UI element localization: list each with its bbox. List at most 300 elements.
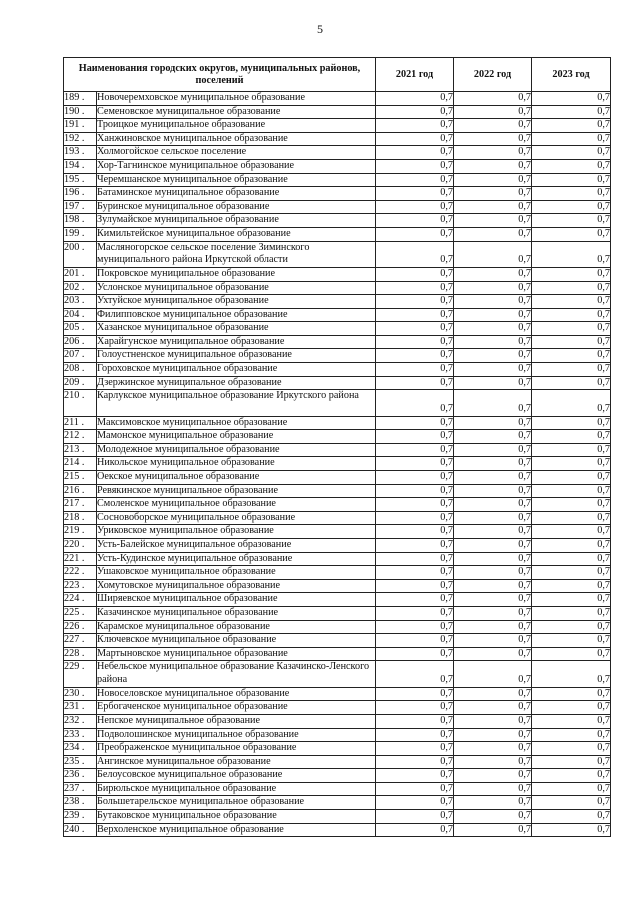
value-2023: 0,7 xyxy=(532,416,611,430)
row-number: 230 . xyxy=(64,687,97,701)
row-name: Хомутовское муниципальное образование xyxy=(97,579,376,593)
value-2022: 0,7 xyxy=(454,728,532,742)
table-row xyxy=(64,416,611,430)
table-row xyxy=(64,227,611,241)
value-2022: 0,7 xyxy=(454,661,532,687)
row-number: 236 . xyxy=(64,769,97,783)
row-number: 200 . xyxy=(64,241,97,267)
row-name: Хазанское муниципальное образование xyxy=(97,322,376,336)
row-number: 205 . xyxy=(64,322,97,336)
value-2023: 0,7 xyxy=(532,714,611,728)
value-2022: 0,7 xyxy=(454,634,532,648)
row-number: 212 . xyxy=(64,430,97,444)
header-2021: 2021 год xyxy=(376,58,454,92)
value-2022: 0,7 xyxy=(454,593,532,607)
row-number: 221 . xyxy=(64,552,97,566)
table-row xyxy=(64,146,611,160)
value-2021: 0,7 xyxy=(376,539,454,553)
row-number: 210 . xyxy=(64,390,97,416)
value-2022: 0,7 xyxy=(454,267,532,281)
row-name: Бутаковское муниципальное образование xyxy=(97,810,376,824)
table-row xyxy=(64,566,611,580)
value-2022: 0,7 xyxy=(454,376,532,390)
table-row xyxy=(64,335,611,349)
table-row xyxy=(64,647,611,661)
row-name: Усть-Балейское муниципальное образование xyxy=(97,539,376,553)
value-2023: 0,7 xyxy=(532,606,611,620)
value-2022: 0,7 xyxy=(454,566,532,580)
table-body xyxy=(64,92,611,837)
value-2023: 0,7 xyxy=(532,823,611,837)
value-2022: 0,7 xyxy=(454,511,532,525)
value-2021: 0,7 xyxy=(376,173,454,187)
row-name: Ушаковское муниципальное образование xyxy=(97,566,376,580)
row-name: Небельское муниципальное образование Казачинско-Ленского района xyxy=(97,661,376,687)
table-row xyxy=(64,119,611,133)
value-2023: 0,7 xyxy=(532,498,611,512)
row-number: 206 . xyxy=(64,335,97,349)
row-name: Ухтуйское муниципальное образование xyxy=(97,295,376,309)
table-row xyxy=(64,511,611,525)
value-2021: 0,7 xyxy=(376,105,454,119)
value-2023: 0,7 xyxy=(532,295,611,309)
row-number: 231 . xyxy=(64,701,97,715)
row-number: 202 . xyxy=(64,281,97,295)
value-2022: 0,7 xyxy=(454,390,532,416)
value-2022: 0,7 xyxy=(454,443,532,457)
value-2022: 0,7 xyxy=(454,471,532,485)
value-2022: 0,7 xyxy=(454,335,532,349)
value-2021: 0,7 xyxy=(376,119,454,133)
table-row xyxy=(64,308,611,322)
row-number: 218 . xyxy=(64,511,97,525)
table-row xyxy=(64,498,611,512)
row-name: Гороховское муниципальное образование xyxy=(97,363,376,377)
value-2023: 0,7 xyxy=(532,634,611,648)
value-2022: 0,7 xyxy=(454,539,532,553)
value-2021: 0,7 xyxy=(376,322,454,336)
table-row xyxy=(64,593,611,607)
row-name: Ербогаченское муниципальное образование xyxy=(97,701,376,715)
row-number: 194 . xyxy=(64,159,97,173)
row-name: Карлукское муниципальное образование Иркутского района xyxy=(97,390,376,416)
row-name: Мартыновское муниципальное образование xyxy=(97,647,376,661)
table-row xyxy=(64,687,611,701)
row-number: 196 . xyxy=(64,187,97,201)
row-name: Непское муниципальное образование xyxy=(97,714,376,728)
row-name: Ширяевское муниципальное образование xyxy=(97,593,376,607)
value-2021: 0,7 xyxy=(376,769,454,783)
value-2023: 0,7 xyxy=(532,159,611,173)
value-2023: 0,7 xyxy=(532,132,611,146)
row-number: 222 . xyxy=(64,566,97,580)
row-number: 198 . xyxy=(64,214,97,228)
row-name: Хор-Тагнинское муниципальное образование xyxy=(97,159,376,173)
row-name: Кимильтейское муниципальное образование xyxy=(97,227,376,241)
value-2023: 0,7 xyxy=(532,322,611,336)
value-2023: 0,7 xyxy=(532,173,611,187)
table-header-row xyxy=(64,58,611,92)
row-name: Ревякинское муниципальное образование xyxy=(97,484,376,498)
row-name: Услонское муниципальное образование xyxy=(97,281,376,295)
value-2021: 0,7 xyxy=(376,376,454,390)
value-2023: 0,7 xyxy=(532,687,611,701)
row-name: Буринское муниципальное образование xyxy=(97,200,376,214)
value-2022: 0,7 xyxy=(454,714,532,728)
row-name: Покровское муниципальное образование xyxy=(97,267,376,281)
value-2023: 0,7 xyxy=(532,92,611,106)
value-2023: 0,7 xyxy=(532,227,611,241)
value-2023: 0,7 xyxy=(532,267,611,281)
allocation-table xyxy=(63,57,611,837)
table-row xyxy=(64,187,611,201)
value-2022: 0,7 xyxy=(454,620,532,634)
value-2022: 0,7 xyxy=(454,687,532,701)
table-row xyxy=(64,714,611,728)
row-name: Верхоленское муниципальное образование xyxy=(97,823,376,837)
row-number: 190 . xyxy=(64,105,97,119)
table-row xyxy=(64,525,611,539)
row-name: Новочеремховское муниципальное образование xyxy=(97,92,376,106)
value-2021: 0,7 xyxy=(376,241,454,267)
value-2022: 0,7 xyxy=(454,105,532,119)
value-2021: 0,7 xyxy=(376,823,454,837)
row-number: 235 . xyxy=(64,755,97,769)
table-row xyxy=(64,484,611,498)
value-2023: 0,7 xyxy=(532,728,611,742)
row-number: 204 . xyxy=(64,308,97,322)
table-row xyxy=(64,267,611,281)
value-2023: 0,7 xyxy=(532,661,611,687)
value-2022: 0,7 xyxy=(454,308,532,322)
value-2021: 0,7 xyxy=(376,146,454,160)
value-2022: 0,7 xyxy=(454,295,532,309)
row-number: 224 . xyxy=(64,593,97,607)
table-row xyxy=(64,430,611,444)
row-number: 213 . xyxy=(64,443,97,457)
header-2023: 2023 год xyxy=(532,58,611,92)
table-row xyxy=(64,755,611,769)
value-2021: 0,7 xyxy=(376,159,454,173)
table-row xyxy=(64,363,611,377)
row-number: 189 . xyxy=(64,92,97,106)
row-name: Максимовское муниципальное образование xyxy=(97,416,376,430)
row-name: Бирюльское муниципальное образование xyxy=(97,782,376,796)
page-number: 5 xyxy=(317,22,323,36)
row-name: Троицкое муниципальное образование xyxy=(97,119,376,133)
value-2021: 0,7 xyxy=(376,810,454,824)
table-row xyxy=(64,823,611,837)
value-2021: 0,7 xyxy=(376,742,454,756)
table-row xyxy=(64,376,611,390)
value-2023: 0,7 xyxy=(532,200,611,214)
table-row xyxy=(64,782,611,796)
row-name: Усть-Кудинское муниципальное образование xyxy=(97,552,376,566)
table-row xyxy=(64,349,611,363)
value-2023: 0,7 xyxy=(532,593,611,607)
value-2021: 0,7 xyxy=(376,416,454,430)
value-2023: 0,7 xyxy=(532,579,611,593)
table-row xyxy=(64,661,611,687)
row-name: Филипповское муниципальное образование xyxy=(97,308,376,322)
table-row xyxy=(64,105,611,119)
row-number: 217 . xyxy=(64,498,97,512)
value-2022: 0,7 xyxy=(454,281,532,295)
table-row xyxy=(64,810,611,824)
table-row xyxy=(64,295,611,309)
value-2022: 0,7 xyxy=(454,214,532,228)
value-2021: 0,7 xyxy=(376,511,454,525)
row-number: 215 . xyxy=(64,471,97,485)
row-name: Мамонское муниципальное образование xyxy=(97,430,376,444)
row-number: 209 . xyxy=(64,376,97,390)
header-2022: 2022 год xyxy=(454,58,532,92)
row-name: Уриковское муниципальное образование xyxy=(97,525,376,539)
value-2021: 0,7 xyxy=(376,552,454,566)
value-2023: 0,7 xyxy=(532,349,611,363)
row-number: 216 . xyxy=(64,484,97,498)
value-2023: 0,7 xyxy=(532,511,611,525)
value-2021: 0,7 xyxy=(376,335,454,349)
value-2023: 0,7 xyxy=(532,241,611,267)
value-2022: 0,7 xyxy=(454,146,532,160)
row-number: 227 . xyxy=(64,634,97,648)
table-row xyxy=(64,390,611,416)
value-2022: 0,7 xyxy=(454,823,532,837)
row-name: Ангинское муниципальное образование xyxy=(97,755,376,769)
value-2021: 0,7 xyxy=(376,525,454,539)
value-2023: 0,7 xyxy=(532,430,611,444)
value-2022: 0,7 xyxy=(454,363,532,377)
row-name: Подволошинское муниципальное образование xyxy=(97,728,376,742)
value-2021: 0,7 xyxy=(376,728,454,742)
row-name: Семеновское муниципальное образование xyxy=(97,105,376,119)
value-2022: 0,7 xyxy=(454,416,532,430)
value-2023: 0,7 xyxy=(532,782,611,796)
value-2023: 0,7 xyxy=(532,146,611,160)
value-2021: 0,7 xyxy=(376,498,454,512)
value-2021: 0,7 xyxy=(376,566,454,580)
value-2023: 0,7 xyxy=(532,281,611,295)
row-name: Сосновоборское муниципальное образование xyxy=(97,511,376,525)
value-2023: 0,7 xyxy=(532,647,611,661)
value-2022: 0,7 xyxy=(454,796,532,810)
row-number: 228 . xyxy=(64,647,97,661)
row-number: 199 . xyxy=(64,227,97,241)
value-2021: 0,7 xyxy=(376,363,454,377)
table-row xyxy=(64,457,611,471)
row-number: 233 . xyxy=(64,728,97,742)
table-row xyxy=(64,200,611,214)
value-2022: 0,7 xyxy=(454,810,532,824)
value-2022: 0,7 xyxy=(454,241,532,267)
table-row xyxy=(64,620,611,634)
row-name: Ханжиновское муниципальное образование xyxy=(97,132,376,146)
value-2023: 0,7 xyxy=(532,769,611,783)
value-2021: 0,7 xyxy=(376,620,454,634)
table-row xyxy=(64,606,611,620)
value-2022: 0,7 xyxy=(454,742,532,756)
row-name: Зулумайское муниципальное образование xyxy=(97,214,376,228)
value-2022: 0,7 xyxy=(454,227,532,241)
row-number: 191 . xyxy=(64,119,97,133)
row-name: Оекское муниципальное образование xyxy=(97,471,376,485)
value-2021: 0,7 xyxy=(376,606,454,620)
table-row xyxy=(64,241,611,267)
table-row xyxy=(64,159,611,173)
row-name: Никольское муниципальное образование xyxy=(97,457,376,471)
table-row xyxy=(64,322,611,336)
value-2021: 0,7 xyxy=(376,647,454,661)
row-number: 214 . xyxy=(64,457,97,471)
value-2023: 0,7 xyxy=(532,566,611,580)
row-number: 238 . xyxy=(64,796,97,810)
value-2021: 0,7 xyxy=(376,634,454,648)
value-2021: 0,7 xyxy=(376,227,454,241)
value-2021: 0,7 xyxy=(376,755,454,769)
value-2023: 0,7 xyxy=(532,390,611,416)
value-2022: 0,7 xyxy=(454,92,532,106)
row-name: Батаминское муниципальное образование xyxy=(97,187,376,201)
row-number: 219 . xyxy=(64,525,97,539)
value-2022: 0,7 xyxy=(454,322,532,336)
value-2023: 0,7 xyxy=(532,376,611,390)
value-2023: 0,7 xyxy=(532,484,611,498)
row-number: 229 . xyxy=(64,661,97,687)
value-2021: 0,7 xyxy=(376,308,454,322)
table-row xyxy=(64,539,611,553)
value-2023: 0,7 xyxy=(532,620,611,634)
row-name: Преображенское муниципальное образование xyxy=(97,742,376,756)
table-row xyxy=(64,443,611,457)
value-2021: 0,7 xyxy=(376,782,454,796)
row-number: 211 . xyxy=(64,416,97,430)
value-2022: 0,7 xyxy=(454,552,532,566)
value-2022: 0,7 xyxy=(454,498,532,512)
value-2022: 0,7 xyxy=(454,457,532,471)
row-name: Новоселовское муниципальное образование xyxy=(97,687,376,701)
value-2023: 0,7 xyxy=(532,701,611,715)
value-2022: 0,7 xyxy=(454,755,532,769)
value-2022: 0,7 xyxy=(454,200,532,214)
value-2022: 0,7 xyxy=(454,701,532,715)
value-2021: 0,7 xyxy=(376,295,454,309)
row-number: 207 . xyxy=(64,349,97,363)
value-2023: 0,7 xyxy=(532,552,611,566)
row-number: 223 . xyxy=(64,579,97,593)
row-number: 234 . xyxy=(64,742,97,756)
value-2022: 0,7 xyxy=(454,159,532,173)
value-2023: 0,7 xyxy=(532,443,611,457)
row-number: 197 . xyxy=(64,200,97,214)
row-number: 232 . xyxy=(64,714,97,728)
table-row xyxy=(64,634,611,648)
value-2021: 0,7 xyxy=(376,349,454,363)
value-2021: 0,7 xyxy=(376,796,454,810)
value-2023: 0,7 xyxy=(532,525,611,539)
value-2021: 0,7 xyxy=(376,661,454,687)
table-row xyxy=(64,281,611,295)
row-name: Харайгунское муниципальное образование xyxy=(97,335,376,349)
table-row xyxy=(64,769,611,783)
row-name: Карамское муниципальное образование xyxy=(97,620,376,634)
value-2021: 0,7 xyxy=(376,443,454,457)
value-2021: 0,7 xyxy=(376,471,454,485)
value-2023: 0,7 xyxy=(532,755,611,769)
value-2023: 0,7 xyxy=(532,457,611,471)
value-2021: 0,7 xyxy=(376,457,454,471)
header-name: Наименования городских округов, муниципальных районов, поселений xyxy=(64,58,376,92)
value-2022: 0,7 xyxy=(454,782,532,796)
table-row xyxy=(64,214,611,228)
table-row xyxy=(64,471,611,485)
table-row xyxy=(64,132,611,146)
value-2023: 0,7 xyxy=(532,105,611,119)
value-2021: 0,7 xyxy=(376,701,454,715)
value-2023: 0,7 xyxy=(532,810,611,824)
row-number: 195 . xyxy=(64,173,97,187)
value-2023: 0,7 xyxy=(532,539,611,553)
value-2021: 0,7 xyxy=(376,214,454,228)
value-2023: 0,7 xyxy=(532,796,611,810)
value-2021: 0,7 xyxy=(376,430,454,444)
table-row xyxy=(64,796,611,810)
value-2022: 0,7 xyxy=(454,187,532,201)
table-row xyxy=(64,92,611,106)
row-name: Черемшанское муниципальное образование xyxy=(97,173,376,187)
row-name: Дзержинское муниципальное образование xyxy=(97,376,376,390)
row-number: 237 . xyxy=(64,782,97,796)
row-number: 239 . xyxy=(64,810,97,824)
row-name: Голоустненское муниципальное образование xyxy=(97,349,376,363)
value-2021: 0,7 xyxy=(376,281,454,295)
row-name: Ключевское муниципальное образование xyxy=(97,634,376,648)
value-2021: 0,7 xyxy=(376,92,454,106)
value-2022: 0,7 xyxy=(454,606,532,620)
value-2023: 0,7 xyxy=(532,471,611,485)
value-2022: 0,7 xyxy=(454,132,532,146)
value-2021: 0,7 xyxy=(376,267,454,281)
value-2021: 0,7 xyxy=(376,714,454,728)
value-2021: 0,7 xyxy=(376,200,454,214)
table-row xyxy=(64,552,611,566)
row-number: 193 . xyxy=(64,146,97,160)
value-2023: 0,7 xyxy=(532,187,611,201)
row-number: 226 . xyxy=(64,620,97,634)
table-row xyxy=(64,579,611,593)
value-2023: 0,7 xyxy=(532,363,611,377)
value-2022: 0,7 xyxy=(454,484,532,498)
value-2022: 0,7 xyxy=(454,119,532,133)
table-row xyxy=(64,728,611,742)
table-row xyxy=(64,742,611,756)
row-name: Молодежное муниципальное образование xyxy=(97,443,376,457)
row-number: 220 . xyxy=(64,539,97,553)
row-number: 225 . xyxy=(64,606,97,620)
value-2021: 0,7 xyxy=(376,687,454,701)
value-2022: 0,7 xyxy=(454,173,532,187)
value-2023: 0,7 xyxy=(532,214,611,228)
value-2021: 0,7 xyxy=(376,593,454,607)
value-2023: 0,7 xyxy=(532,335,611,349)
value-2022: 0,7 xyxy=(454,769,532,783)
row-name: Смоленское муниципальное образование xyxy=(97,498,376,512)
row-number: 203 . xyxy=(64,295,97,309)
row-number: 240 . xyxy=(64,823,97,837)
value-2021: 0,7 xyxy=(376,132,454,146)
value-2022: 0,7 xyxy=(454,579,532,593)
row-name: Масляногорское сельское поселение Зиминского муниципального района Иркутской области xyxy=(97,241,376,267)
